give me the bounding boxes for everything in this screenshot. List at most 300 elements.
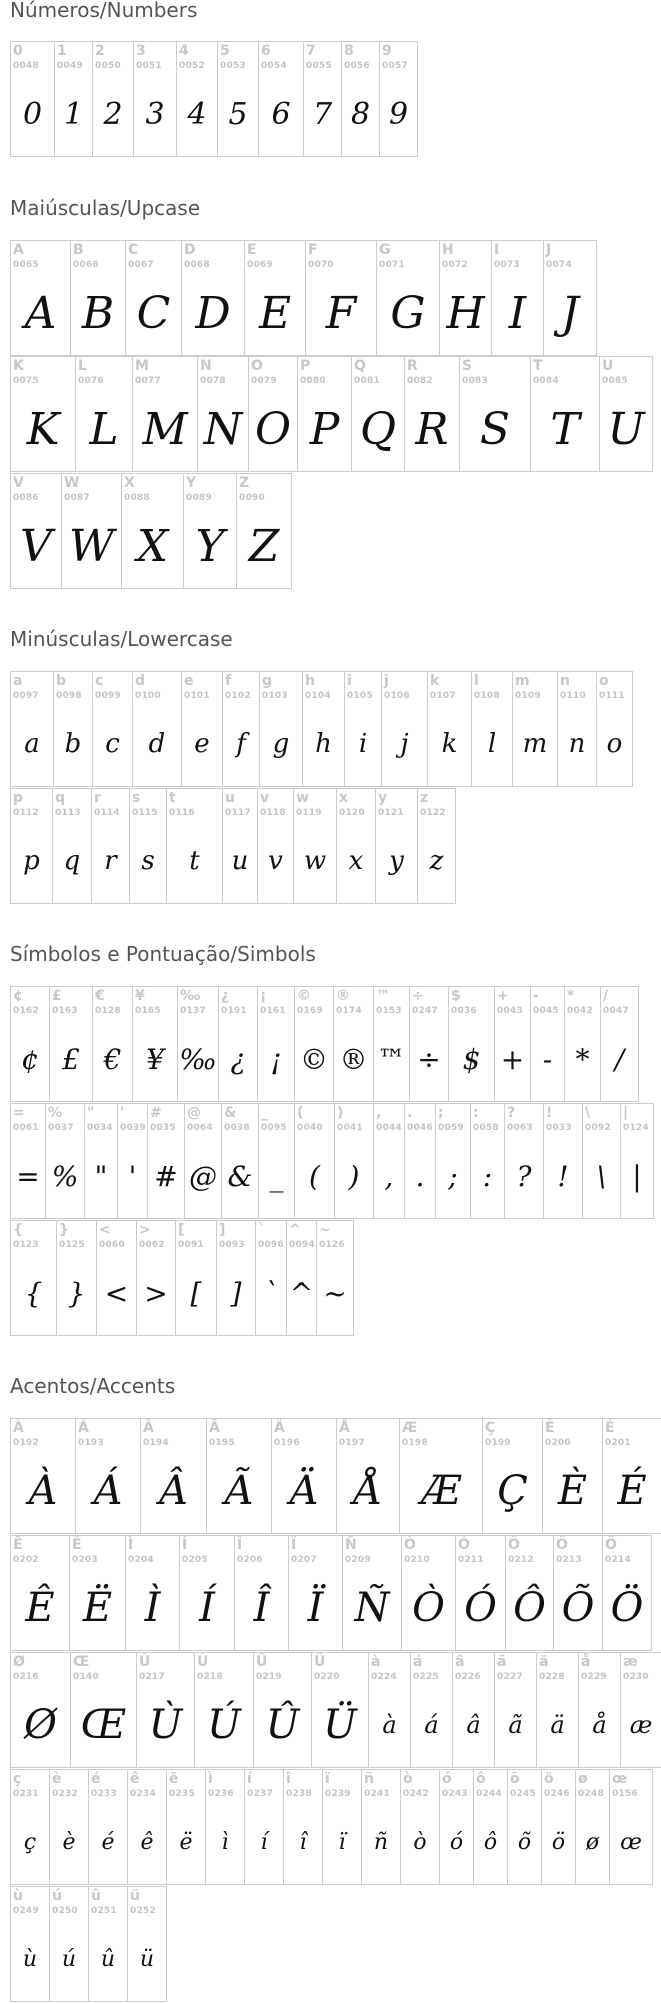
glyph-sample: ø <box>585 1829 600 1855</box>
glyph-sample: ¥ <box>146 1042 164 1076</box>
glyph-cell <box>435 1103 471 1219</box>
glyph-label: G <box>379 242 391 258</box>
glyph-cell <box>602 1535 652 1651</box>
glyph-sample: Ã <box>224 1468 254 1514</box>
glyph-label: j <box>384 673 389 689</box>
glyph-sample: Ñ <box>354 1585 390 1631</box>
glyph-label: ì <box>208 1771 213 1787</box>
glyph-cell <box>92 671 133 787</box>
glyph-code: 0057 <box>382 61 408 71</box>
glyph-code: 0060 <box>99 1240 125 1250</box>
glyph-label: Q <box>354 358 366 374</box>
glyph-label: y <box>378 790 388 806</box>
glyph-cell <box>303 41 342 157</box>
glyph-cell <box>175 1220 217 1336</box>
glyph-code: 0244 <box>476 1789 502 1799</box>
glyph-code: 0062 <box>139 1240 165 1250</box>
glyph-cell <box>602 1418 661 1534</box>
glyph-code: 0124 <box>623 1123 649 1133</box>
glyph-code: 0228 <box>539 1672 565 1682</box>
glyph-cell <box>505 1535 554 1651</box>
glyph-row <box>10 41 417 157</box>
glyph-row <box>10 1652 661 1768</box>
glyph-sample: ó <box>449 1829 464 1855</box>
glyph-cell <box>620 1652 661 1768</box>
glyph-cell <box>132 356 198 472</box>
glyph-label: ] <box>219 1222 226 1238</box>
glyph-sample: r <box>104 846 117 876</box>
glyph-cell <box>473 1769 508 1885</box>
glyph-sample: X <box>136 520 169 572</box>
glyph-label: Ø <box>13 1654 25 1670</box>
glyph-cell <box>543 240 597 356</box>
glyph-cell <box>609 1769 653 1885</box>
glyph-label: Æ <box>402 1420 418 1436</box>
glyph-sample: g <box>272 729 290 759</box>
glyph-code: 0046 <box>407 1123 433 1133</box>
glyph-code: 0197 <box>339 1438 365 1448</box>
glyph-code: 0200 <box>545 1438 571 1448</box>
glyph-label: m <box>515 673 530 689</box>
glyph-cell <box>216 1220 256 1336</box>
glyph-sample: k <box>441 729 458 759</box>
glyph-code: 0077 <box>135 376 161 386</box>
glyph-row <box>10 1886 166 2002</box>
glyph-label: 1 <box>57 43 67 59</box>
glyph-code: 0169 <box>297 1006 323 1016</box>
glyph-cell <box>361 1769 401 1885</box>
glyph-sample: J <box>561 287 579 339</box>
glyph-cell <box>166 788 223 904</box>
glyph-cell <box>404 1103 436 1219</box>
glyph-code: 0036 <box>451 1006 477 1016</box>
glyph-code: 0214 <box>605 1555 631 1565</box>
glyph-sample: t <box>189 846 200 876</box>
glyph-sample: ë <box>179 1829 193 1855</box>
glyph-label: r <box>94 790 101 806</box>
glyph-code: 0246 <box>544 1789 570 1799</box>
glyph-code: 0225 <box>413 1672 439 1682</box>
glyph-code: 0126 <box>319 1240 345 1250</box>
glyph-sample: É <box>617 1468 647 1514</box>
glyph-label: % <box>48 1105 63 1121</box>
glyph-sample: ÷ <box>417 1042 441 1076</box>
glyph-cell <box>373 986 410 1102</box>
glyph-cell <box>248 356 298 472</box>
glyph-label: é <box>91 1771 101 1787</box>
glyph-cell <box>133 41 177 157</box>
glyph-cell <box>512 671 558 787</box>
glyph-code: 0213 <box>556 1555 582 1565</box>
glyph-cell <box>91 788 130 904</box>
glyph-label: ™ <box>376 988 390 1004</box>
glyph-code: 0237 <box>247 1789 273 1799</box>
glyph-code: 0068 <box>184 260 210 270</box>
glyph-sample: ` <box>264 1276 278 1310</box>
glyph-label: c <box>95 673 104 689</box>
glyph-cell <box>294 1103 335 1219</box>
glyph-code: 0080 <box>300 376 326 386</box>
glyph-cell <box>293 788 337 904</box>
glyph-cell <box>121 473 184 589</box>
glyph-label: H <box>442 242 454 258</box>
glyph-sample: Œ <box>80 1702 127 1748</box>
glyph-code: 0198 <box>402 1438 428 1448</box>
glyph-sample: n <box>568 729 586 759</box>
glyph-cell <box>553 1535 603 1651</box>
glyph-sample: ' <box>128 1159 137 1193</box>
glyph-code: 0118 <box>260 808 286 818</box>
glyph-code: 0044 <box>376 1123 402 1133</box>
glyph-label: C <box>128 242 139 258</box>
glyph-label: Ù <box>139 1654 151 1670</box>
glyph-label: $ <box>451 988 461 1004</box>
glyph-code: 0238 <box>286 1789 312 1799</box>
glyph-label: Â <box>143 1420 154 1436</box>
glyph-sample: Î <box>253 1585 270 1631</box>
glyph-label: / <box>603 988 609 1004</box>
glyph-sample: 2 <box>103 96 123 132</box>
glyph-label: b <box>56 673 67 689</box>
glyph-code: 0114 <box>94 808 120 818</box>
glyph-sample: , <box>384 1159 394 1193</box>
glyph-cell <box>459 356 531 472</box>
glyph-label: 0 <box>13 43 23 59</box>
glyph-label: 8 <box>344 43 354 59</box>
glyph-sample: ^ <box>289 1276 314 1310</box>
glyph-cell <box>244 1769 284 1885</box>
glyph-code: 0229 <box>581 1672 607 1682</box>
glyph-code: 0082 <box>407 376 433 386</box>
glyph-sample: l <box>487 729 497 759</box>
glyph-code: 0122 <box>420 808 446 818</box>
glyph-sample: m <box>522 729 548 759</box>
glyph-label: A <box>13 242 24 258</box>
glyph-sample: ö <box>551 1829 566 1855</box>
section-title-lowercase: Minúsculas/Lowercase <box>10 627 233 651</box>
glyph-sample: Ç <box>497 1468 528 1514</box>
glyph-label: E <box>247 242 257 258</box>
glyph-label: ö <box>544 1771 554 1787</box>
glyph-sample: Ì <box>144 1585 161 1631</box>
glyph-sample: } <box>67 1276 86 1310</box>
glyph-sample: & <box>227 1159 253 1193</box>
glyph-cell <box>10 671 54 787</box>
glyph-label: Ò <box>404 1537 416 1553</box>
glyph-label: € <box>95 988 105 1004</box>
glyph-cell <box>75 1418 141 1534</box>
glyph-sample: Y <box>195 520 225 572</box>
glyph-label: û <box>91 1888 101 1904</box>
glyph-cell <box>258 1103 295 1219</box>
glyph-sample: Ü <box>323 1702 357 1748</box>
glyph-sample: £ <box>62 1042 80 1076</box>
glyph-sample: Ë <box>82 1585 113 1631</box>
glyph-sample: H <box>446 287 485 339</box>
glyph-label: Ê <box>13 1537 23 1553</box>
glyph-sample: K <box>26 403 60 455</box>
glyph-code: 0191 <box>221 1006 247 1016</box>
glyph-label: Ä <box>274 1420 285 1436</box>
glyph-sample: ú <box>61 1946 77 1972</box>
glyph-cell <box>575 1769 610 1885</box>
glyph-code: 0199 <box>485 1438 511 1448</box>
glyph-code: 0245 <box>510 1789 536 1799</box>
glyph-sample: u <box>231 846 249 876</box>
glyph-code: 0241 <box>364 1789 390 1799</box>
glyph-sample: e <box>194 729 210 759</box>
glyph-label: # <box>150 1105 162 1121</box>
glyph-code: 0083 <box>462 376 488 386</box>
glyph-cell <box>427 671 472 787</box>
glyph-code: 0048 <box>13 61 39 71</box>
glyph-code: 0055 <box>306 61 332 71</box>
glyph-code: 0073 <box>494 260 520 270</box>
glyph-code: 0156 <box>612 1789 638 1799</box>
glyph-label: R <box>407 358 418 374</box>
glyph-cell <box>127 1886 167 2002</box>
glyph-cell <box>179 1535 235 1651</box>
glyph-cell <box>54 41 93 157</box>
glyph-label: ë <box>169 1771 179 1787</box>
glyph-label: 6 <box>261 43 271 59</box>
glyph-label: L <box>78 358 87 374</box>
glyph-sample: 1 <box>63 96 84 132</box>
glyph-cell <box>53 671 93 787</box>
glyph-code: 0054 <box>261 61 287 71</box>
glyph-cell <box>283 1769 323 1885</box>
glyph-label: Z <box>239 475 250 491</box>
glyph-label: f <box>225 673 232 689</box>
glyph-row <box>10 986 638 1102</box>
glyph-code: 0248 <box>578 1789 604 1799</box>
glyph-row <box>10 1769 652 1885</box>
glyph-sample: / <box>614 1042 625 1076</box>
glyph-cell <box>221 1103 259 1219</box>
glyph-sample: Ò <box>412 1585 445 1631</box>
glyph-label: ¥ <box>135 988 145 1004</box>
glyph-sample: y <box>389 846 404 876</box>
glyph-label: 3 <box>136 43 146 59</box>
glyph-label: ~ <box>319 1222 331 1238</box>
glyph-label: W <box>64 475 80 491</box>
glyph-code: 0120 <box>339 808 365 818</box>
glyph-code: 0079 <box>251 376 277 386</box>
glyph-label: î <box>286 1771 291 1787</box>
glyph-cell <box>620 1103 654 1219</box>
glyph-label: © <box>297 988 311 1004</box>
glyph-code: 0206 <box>237 1555 263 1565</box>
glyph-sample: { <box>24 1276 43 1310</box>
glyph-label: \ <box>585 1105 591 1121</box>
glyph-cell <box>375 788 418 904</box>
glyph-sample: 9 <box>388 96 409 132</box>
glyph-sample: œ <box>620 1829 642 1855</box>
glyph-sample: Ê <box>25 1585 55 1631</box>
glyph-cell <box>368 1652 411 1768</box>
glyph-label: ^ <box>289 1222 301 1238</box>
glyph-label: Û <box>256 1654 268 1670</box>
glyph-code: 0203 <box>72 1555 98 1565</box>
glyph-sample: ù <box>22 1946 38 1972</box>
glyph-sample: À <box>28 1468 58 1514</box>
glyph-cell <box>259 671 303 787</box>
glyph-row <box>10 356 652 472</box>
glyph-label: D <box>184 242 196 258</box>
glyph-cell <box>10 1418 76 1534</box>
glyph-label: < <box>99 1222 111 1238</box>
glyph-label: è <box>52 1771 62 1787</box>
glyph-code: 0051 <box>136 61 162 71</box>
glyph-sample: ò <box>413 1829 427 1855</box>
glyph-code: 0163 <box>52 1006 78 1016</box>
glyph-cell <box>322 1769 362 1885</box>
glyph-cell <box>10 473 62 589</box>
glyph-sample: û <box>100 1946 116 1972</box>
glyph-sample: $ <box>462 1042 481 1076</box>
glyph-code: 0061 <box>13 1123 39 1133</box>
glyph-sample: R <box>415 403 449 455</box>
glyph-sample: î <box>299 1829 307 1855</box>
glyph-label: ç <box>13 1771 22 1787</box>
glyph-label: 5 <box>220 43 230 59</box>
glyph-cell <box>536 1652 579 1768</box>
glyph-sample: Â <box>159 1468 188 1514</box>
section-title-upcase: Maiúsculas/Upcase <box>10 196 201 220</box>
glyph-label: ¢ <box>13 988 23 1004</box>
glyph-sample: # <box>154 1159 178 1193</box>
glyph-sample: æ <box>629 1711 653 1739</box>
glyph-sample: 3 <box>145 96 165 132</box>
glyph-code: 0210 <box>404 1555 430 1565</box>
glyph-sample: F <box>325 287 357 339</box>
glyph-code: 0076 <box>78 376 104 386</box>
glyph-cell <box>255 1220 287 1336</box>
glyph-label: ? <box>507 1105 516 1121</box>
glyph-cell <box>541 1769 576 1885</box>
glyph-cell <box>84 1103 118 1219</box>
glyph-code: 0249 <box>13 1906 39 1916</box>
glyph-label: Ö <box>556 1537 568 1553</box>
glyph-cell <box>10 986 50 1102</box>
glyph-sample: q <box>63 846 81 876</box>
glyph-cell <box>302 671 345 787</box>
glyph-sample: O <box>254 403 292 455</box>
glyph-sample: _ <box>269 1159 284 1193</box>
glyph-sample: P <box>309 403 340 455</box>
glyph-label: ê <box>130 1771 140 1787</box>
glyph-cell <box>222 671 260 787</box>
glyph-label: à <box>371 1654 381 1670</box>
glyph-cell <box>117 1103 148 1219</box>
glyph-label: ò <box>403 1771 413 1787</box>
glyph-code: 0104 <box>305 691 331 701</box>
glyph-code: 0092 <box>585 1123 611 1133</box>
glyph-sample: L <box>89 403 119 455</box>
glyph-label: Ì <box>128 1537 134 1553</box>
glyph-sample: N <box>203 403 243 455</box>
glyph-label: 4 <box>179 43 189 59</box>
glyph-cell <box>49 986 93 1102</box>
glyph-cell <box>129 788 167 904</box>
glyph-label: ® <box>336 988 350 1004</box>
glyph-code: 0033 <box>546 1123 572 1133</box>
glyph-label: À <box>13 1420 24 1436</box>
glyph-label: ã <box>497 1654 507 1670</box>
glyph-cell <box>258 41 304 157</box>
section-title-accents: Acentos/Accents <box>10 1374 176 1398</box>
glyph-sample: ¢ <box>21 1042 39 1076</box>
glyph-code: 0098 <box>56 691 82 701</box>
glyph-sample: - <box>542 1042 553 1076</box>
glyph-code: 0201 <box>605 1438 631 1448</box>
glyph-cell <box>557 671 597 787</box>
glyph-cell <box>596 671 633 787</box>
glyph-sample: U <box>607 403 645 455</box>
glyph-code: 0053 <box>220 61 246 71</box>
glyph-sample: õ <box>517 1829 532 1855</box>
glyph-sample: h <box>315 729 332 759</box>
glyph-cell <box>127 1769 167 1885</box>
glyph-code: 0084 <box>533 376 559 386</box>
glyph-sample: È <box>557 1468 588 1514</box>
glyph-code: 0119 <box>296 808 322 818</box>
glyph-sample: T <box>550 403 580 455</box>
glyph-label: Î <box>237 1537 243 1553</box>
glyph-cell <box>542 1418 603 1534</box>
glyph-cell <box>334 1103 374 1219</box>
glyph-sample: à <box>382 1711 397 1739</box>
glyph-sample: è <box>62 1829 76 1855</box>
glyph-code: 0207 <box>291 1555 317 1565</box>
glyph-code: 0111 <box>599 691 625 701</box>
glyph-cell <box>504 1103 544 1219</box>
glyph-sample: : <box>482 1159 493 1193</box>
glyph-cell <box>166 1769 206 1885</box>
glyph-code: 0117 <box>225 808 251 818</box>
glyph-label: Ç <box>485 1420 496 1436</box>
glyph-sample: Ä <box>289 1468 319 1514</box>
glyph-code: 0101 <box>184 691 210 701</box>
glyph-cell <box>316 1220 354 1336</box>
glyph-cell <box>181 240 245 356</box>
glyph-label: o <box>599 673 609 689</box>
glyph-code: 0071 <box>379 260 405 270</box>
glyph-label: B <box>73 242 84 258</box>
glyph-code: 0235 <box>169 1789 195 1799</box>
glyph-label: ï <box>325 1771 330 1787</box>
glyph-code: 0064 <box>187 1123 213 1133</box>
glyph-sample: 5 <box>228 96 248 132</box>
glyph-code: 0093 <box>219 1240 245 1250</box>
glyph-code: 0115 <box>132 808 158 818</box>
glyph-cell <box>253 1652 312 1768</box>
glyph-code: 0217 <box>139 1672 165 1682</box>
glyph-cell <box>342 1535 402 1651</box>
glyph-cell <box>344 671 382 787</box>
glyph-code: 0049 <box>57 61 83 71</box>
glyph-cell <box>132 671 182 787</box>
glyph-label: U <box>602 358 614 374</box>
glyph-label: { <box>13 1222 23 1238</box>
glyph-sample: Õ <box>561 1585 595 1631</box>
glyph-sample: ï <box>338 1829 346 1855</box>
glyph-sample: 7 <box>312 96 333 132</box>
glyph-label: ‰ <box>180 988 201 1004</box>
glyph-cell <box>183 473 237 589</box>
glyph-label: ñ <box>364 1771 374 1787</box>
glyph-cell <box>75 356 133 472</box>
